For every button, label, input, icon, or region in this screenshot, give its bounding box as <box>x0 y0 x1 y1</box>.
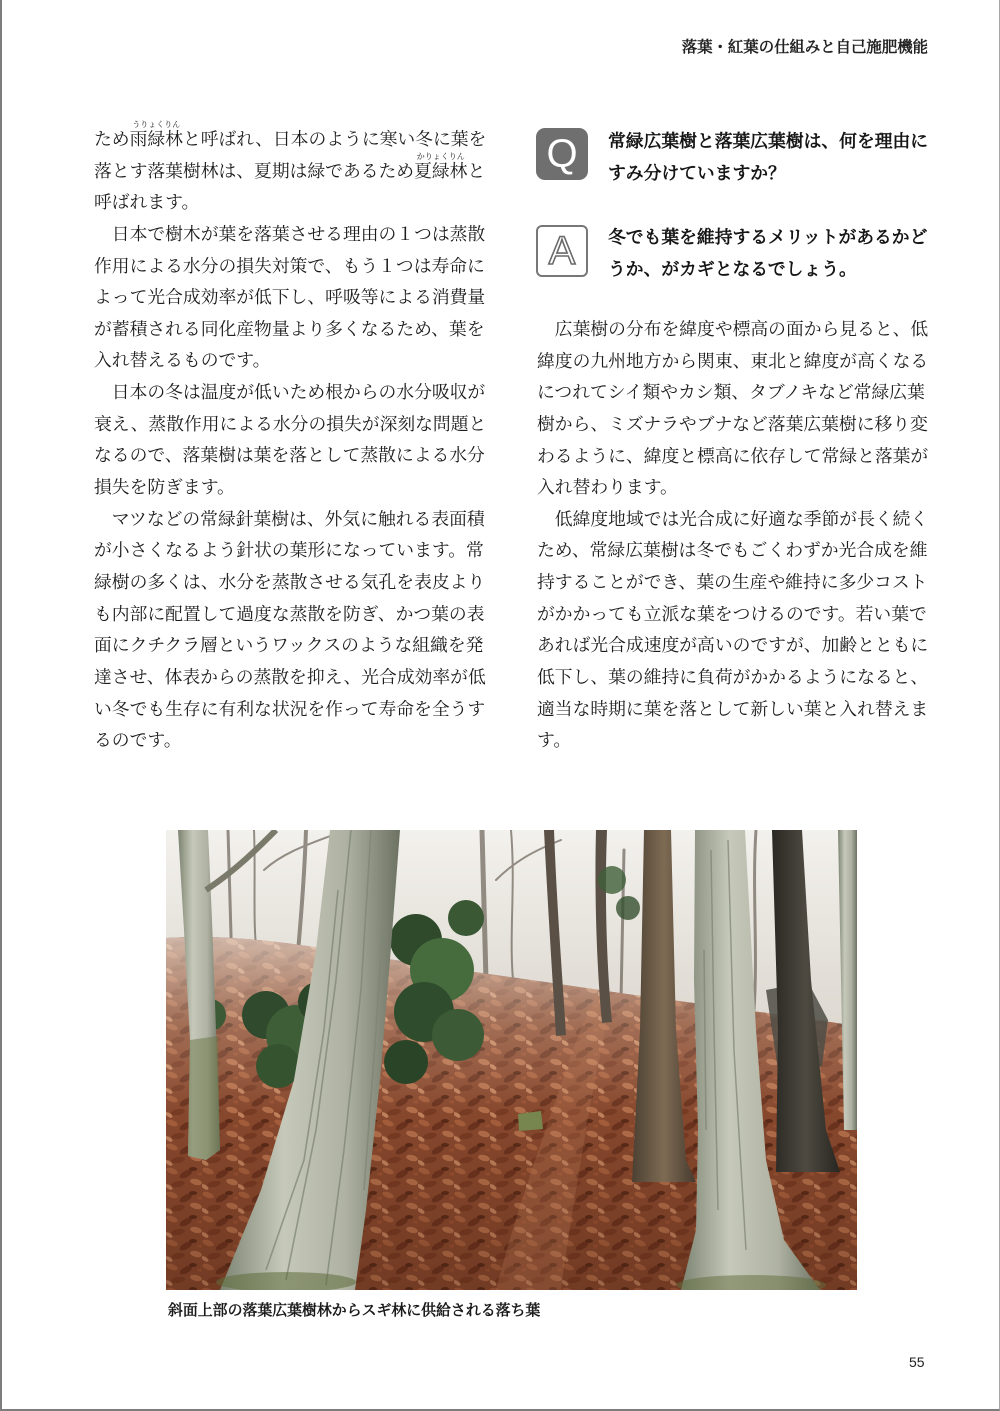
conifer-foliage <box>432 1009 484 1061</box>
text-line: がかかっても立派な葉をつけるのです。若い葉で <box>537 603 927 625</box>
paragraph <box>94 377 494 504</box>
ruby-word <box>129 120 183 156</box>
paragraph <box>94 504 494 757</box>
text-run: と <box>467 160 486 182</box>
text-line: い冬でも生存に有利な状況を作って寿命を全うす <box>94 698 486 720</box>
text-run: ため <box>94 129 130 150</box>
text-line: すみ分けていますか？ <box>608 162 786 184</box>
text-line: 日本の冬は温度が低いため根からの水分吸収が <box>111 382 486 404</box>
page-number: 55 <box>909 1354 925 1370</box>
text-line: 損失を防ぎます。 <box>94 477 235 499</box>
text-line: あれば光合成速度が高いのですが、加齢とともに <box>537 635 929 657</box>
text-line: ため、常緑広葉樹は冬でもごくわずか光合成を維 <box>537 540 928 562</box>
conifer-foliage <box>616 896 640 920</box>
mossy-stone <box>518 1111 543 1131</box>
ruby-annotation: かりょくりん <box>416 151 465 161</box>
text-line <box>94 151 494 188</box>
text-line: す。 <box>537 730 572 752</box>
ruby-word <box>414 151 468 188</box>
paragraph <box>537 504 937 757</box>
text-line: 衰え、蒸散作用による水分の損失が深刻な問題と <box>94 413 487 435</box>
text-line: 低下し、葉の維持に負荷がかかるようになると、 <box>537 667 929 689</box>
text-line: 冬でも葉を維持するメリットがあるかど <box>608 227 928 249</box>
forest-photo <box>166 830 857 1290</box>
conifer-foliage <box>256 1044 300 1088</box>
text-line: うか、がカギとなるでしょう。 <box>608 258 857 280</box>
text-line: 緯度の九州地方から関東、東北と緯度が高くなる <box>537 350 929 372</box>
ruby-annotation: うりょくりん <box>132 120 181 129</box>
background-tree-trunk <box>754 830 756 1010</box>
answer-icon: A <box>536 225 588 277</box>
ruby-base: 雨緑林 <box>129 129 183 150</box>
text-line: よって光合成効率が低下し、呼吸等による消費量 <box>94 287 486 309</box>
conifer-foliage <box>598 866 626 894</box>
text-line: が小さくなるよう針状の葉形になっています。常 <box>94 540 484 562</box>
conifer-foliage <box>448 900 484 936</box>
text-line: 適当な時期に葉を落として新しい葉と入れ替えま <box>537 698 929 720</box>
text-run: 落とす落葉樹林は、夏期は緑であるため <box>94 160 415 182</box>
text-line: 作用による水分の損失対策で、もう１つは寿命に <box>94 255 485 277</box>
paragraph <box>537 314 937 504</box>
text-line: 樹から、ミズナラやブナなど落葉広葉樹に移り変 <box>537 413 928 435</box>
text-line: も内部に配置して過度な蒸散を防ぎ、かつ葉の表 <box>94 603 485 625</box>
text-line: 達させ、体表からの蒸散を抑え、光合成効率が低 <box>94 666 486 688</box>
text-line: マツなどの常緑針葉樹は、外気に触れる表面積 <box>111 508 485 530</box>
photo-caption: 斜面上部の落葉広葉樹林からスギ林に供給される落ち葉 <box>168 1301 541 1319</box>
text-line: 日本で樹木が葉を落葉させる理由の１つは蒸散 <box>111 223 486 245</box>
text-line: 持することができ、葉の生産や維持に多少コスト <box>537 572 928 594</box>
text-line: わるように、緯度と標高に依存して常緑と落葉が <box>537 445 929 467</box>
right-column <box>537 314 937 757</box>
text-run: と呼ばれ、日本のように寒い冬に葉を <box>182 129 487 150</box>
text-line: 入れ替わります。 <box>537 477 678 499</box>
ruby-base: 夏緑林 <box>414 160 468 182</box>
trunk-moss <box>188 1036 220 1160</box>
conifer-foliage <box>384 1040 428 1084</box>
text-line: 入れ替えるものです。 <box>94 350 271 372</box>
text-line: 低緯度地域では光合成に好適な季節が長く続く <box>554 508 929 530</box>
question-text <box>608 126 928 189</box>
left-column <box>94 120 494 757</box>
text-line: 広葉樹の分布を緯度や標高の面から見ると、低 <box>554 319 929 340</box>
text-line: が蓄積される同化産物量より多くなるため、葉を <box>94 318 485 340</box>
answer-text <box>608 222 927 285</box>
text-line: 緑樹の多くは、水分を蒸散させる気孔を表皮より <box>94 571 486 593</box>
text-line: につれてシイ類やカシ類、タブノキなど常緑広葉 <box>537 382 925 404</box>
question-icon: Q <box>536 128 588 180</box>
text-line: 常緑広葉樹と落葉広葉樹は、何を理由に <box>608 131 929 153</box>
running-title: 落葉・紅葉の仕組みと自己施肥機能 <box>681 38 928 56</box>
text-line: るのです。 <box>94 730 182 752</box>
text-line <box>94 120 494 156</box>
text-line: 呼ばれます。 <box>94 192 200 214</box>
paragraph <box>94 219 494 377</box>
text-line: 面にクチクラ層というワックスのような組織を発 <box>94 635 484 657</box>
text-line: なるので、落葉樹は葉を落として蒸散による水分 <box>94 445 485 467</box>
